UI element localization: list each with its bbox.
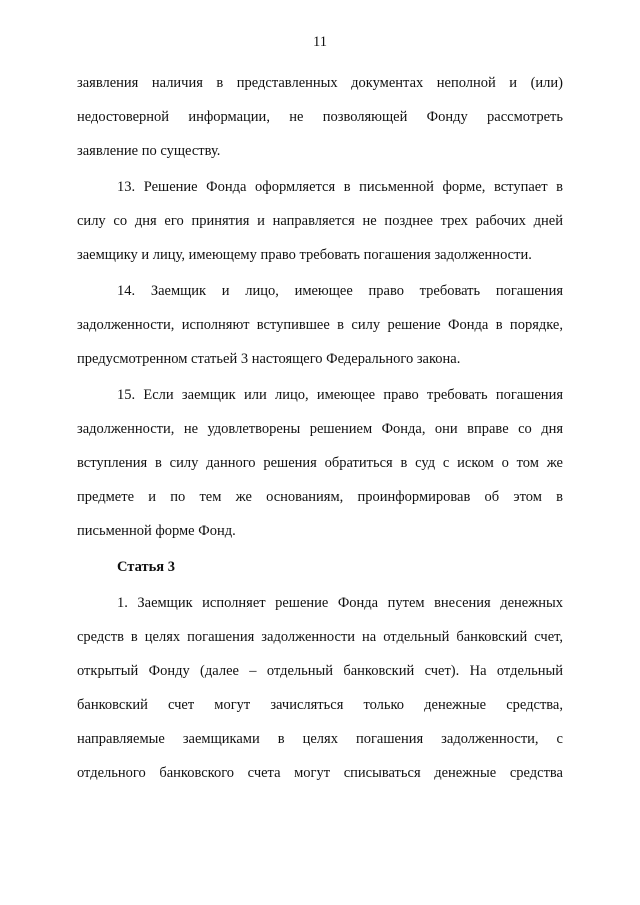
text-line: 14. Заемщик и лицо, имеющее право требовать погашения (117, 283, 563, 299)
text-line: предмете и по тем же основаниям, проинформировав об этом в (77, 489, 563, 505)
text-line: заемщику и лицу, имеющему право требовать погашения задолженности. (77, 247, 532, 263)
text-line: 1. Заемщик исполняет решение Фонда путем внесения денежных (117, 595, 563, 611)
text-line: банковский счет могут зачисляться только денежные средства, (77, 697, 563, 713)
text-line: задолженности, исполняют вступившее в силу решение Фонда в порядке, (77, 317, 563, 333)
text-line: предусмотренном статьей 3 настоящего Федерального закона. (77, 351, 461, 367)
text-line: средств в целях погашения задолженности на отдельный банковский счет, (77, 629, 563, 645)
text-line: вступления в силу данного решения обратиться в суд с иском о том же (77, 455, 563, 471)
article-heading: Статья 3 (117, 559, 175, 575)
text-line: направляемые заемщиками в целях погашения задолженности, с (77, 731, 563, 747)
text-line: открытый Фонду (далее – отдельный банковский счет). На отдельный (77, 663, 563, 679)
text-line: 15. Если заемщик или лицо, имеющее право требовать погашения (117, 387, 563, 403)
page-number: 11 (313, 34, 327, 50)
text-line: заявление по существу. (77, 143, 221, 159)
text-line: заявления наличия в представленных документах неполной и (или) (77, 75, 563, 91)
text-line: задолженности, не удовлетворены решением Фонда, они вправе со дня (77, 421, 563, 437)
text-line: отдельного банковского счета могут списываться денежные средства (77, 765, 563, 781)
text-line: 13. Решение Фонда оформляется в письменной форме, вступает в (117, 179, 563, 195)
text-line: силу со дня его принятия и направляется не позднее трех рабочих дней (77, 213, 563, 229)
text-line: недостоверной информации, не позволяющей Фонду рассмотреть (77, 109, 563, 125)
text-line: письменной форме Фонд. (77, 523, 236, 539)
